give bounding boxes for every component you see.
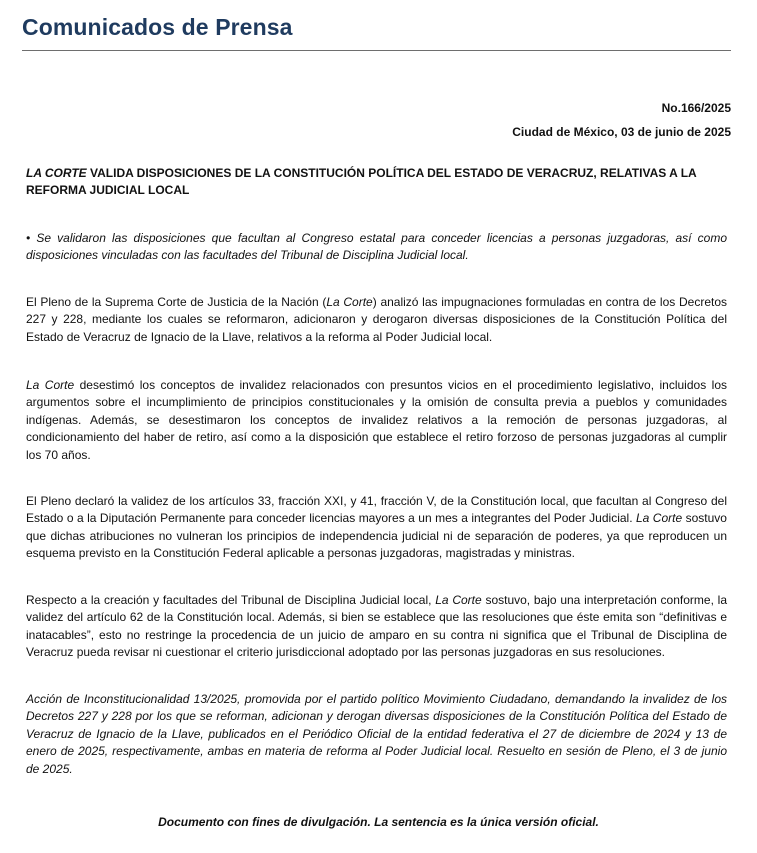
paragraph-3-part-c: sostuvo que dichas atribuciones no vulneran los principios de independencia judicial ni de separación de poderes, ya que reproducen un esquema previsto en la Constitución Federal aplicable a personas juzgadoras, magistradas y ministras. <box>26 511 727 561</box>
headline-court: LA CORTE <box>26 166 87 180</box>
paragraph-3 <box>26 493 727 563</box>
paragraph-1 <box>26 294 727 346</box>
paragraph-3-court: La Corte <box>636 511 683 526</box>
headline-text: VALIDA DISPOSICIONES DE LA CONSTITUCIÓN POLÍTICA DEL ESTADO DE VERACRUZ, RELATIVAS A LA REFORMA JUDICIAL LOCAL <box>26 166 697 198</box>
paragraph-2-court: La Corte <box>26 378 75 392</box>
header-divider <box>22 50 731 51</box>
headline <box>26 165 727 200</box>
paragraph-4-part-a: Respecto a la creación y facultades del Tribunal de Disciplina Judicial local, <box>26 593 436 607</box>
footer-disclaimer: Documento con fines de divulgación. La sentencia es la única versión oficial. <box>158 815 599 829</box>
paragraph-2-part-b: desestimó los conceptos de invalidez relacionados con presuntos vicios en el procedimiento legislativo, incluidos los argumentos sobre el incumplimiento de principios constitucionales y la omisión de consulta previa a pueblos y comunidades indígenas. Además, se desestimaron los conceptos de invalidez relativos a la remoción de personas juzgadoras, al condicionamiento del haber de retiro, así como a la disposición que establece el retiro forzoso de personas juzgadoras al cumplir los 70 años. <box>26 378 727 462</box>
paragraph-2 <box>26 377 727 464</box>
summary-bullet: • Se validaron las disposiciones que facultan al Congreso estatal para conceder licencias a personas juzgadoras, así como disposiciones vinculadas con las facultades del Tribunal de Disciplina Judicial local. <box>26 231 727 263</box>
paragraph-4 <box>26 592 727 662</box>
paragraph-1-part-a: El Pleno de la Suprema Corte de Justicia de la Nación ( <box>26 295 327 309</box>
paragraph-1-court: La Corte <box>326 295 373 309</box>
paragraph-1-part-c: ) analizó las impugnaciones formuladas en contra de los Decretos 227 y 228, mediante los cuales se reformaron, adicionaron y derogaron diversas disposiciones de la Constitución Política del Estado de Veracruz de Ignacio de la Llave, relativos a la reforma al Poder Judicial local. <box>26 295 727 344</box>
release-place-date: Ciudad de México, 03 de junio de 2025 <box>512 125 731 139</box>
case-note: Acción de Inconstitucionalidad 13/2025, promovida por el partido político Movimiento Ciudadano, demandando la invalidez de los Decretos 227 y 228 por los que se reforman, adicionan y derogan diversas disposiciones de la Constitución Política del Estado de Veracruz de Ignacio de la Llave, publicados en el Periódico Oficial de la entidad federativa el 27 de diciembre de 2024 y 13 de enero de 2025, respectivamente, ambas en materia de reforma al Poder Judicial local. Resuelto en sesión de Pleno, el 3 de junio de 2025. <box>26 692 727 776</box>
paragraph-4-part-c: sostuvo, bajo una interpretación conforme, la validez del artículo 62 de la Constitución local. Además, si bien se establece que las resoluciones que éste emita son “definitivas e inatacables”, esto no restringe la procedencia de un juicio de amparo en su contra ni significa que el Tribunal de Disciplina de Veracruz pueda revisar ni cuestionar el criterio jurisdiccional adoptado por las personas juzgadoras en sus resoluciones. <box>26 593 728 660</box>
page-title: Comunicados de Prensa <box>22 14 293 40</box>
paragraph-4-court: La Corte <box>435 593 482 607</box>
paragraph-3-part-a: El Pleno declaró la validez de los artículos 33, fracción XXI, y 41, fracción V, de la Constitución local, que facultan al Congreso del Estado o a la Diputación Permanente para conceder licencias mayores a un mes a integrantes del Poder Judicial. <box>26 494 727 526</box>
release-number: No.166/2025 <box>661 101 731 115</box>
